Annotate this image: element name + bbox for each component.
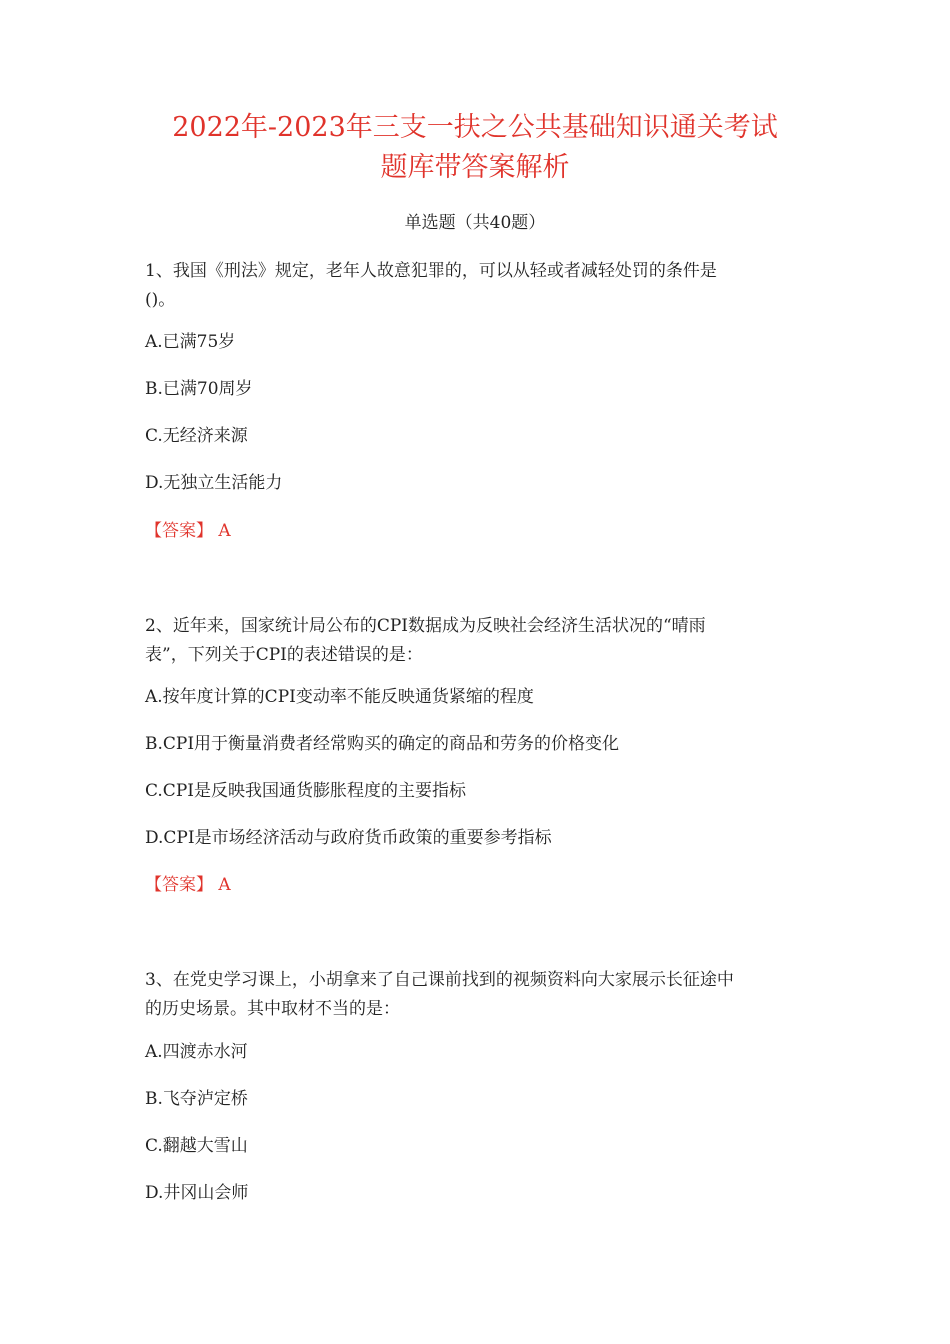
answer-value: A: [218, 521, 231, 541]
title-line-1: 2022年-2023年三支一扶之公共基础知识通关考试: [172, 112, 778, 143]
question-1-stem-line-2: ()。: [145, 290, 176, 310]
question-1-option-d: D.无独立生活能力: [145, 473, 283, 493]
question-2-option-d: D.CPI是市场经济活动与政府货币政策的重要参考指标: [145, 828, 552, 848]
question-2-answer: [145, 871, 825, 900]
question-3-option-c: C.翻越大雪山: [145, 1136, 248, 1156]
answer-label: 【答案】: [145, 875, 213, 895]
question-3-stem-line-1: 3、在党史学习课上，小胡拿来了自己课前找到的视频资料向大家展示长征途中: [145, 970, 734, 990]
answer-label: 【答案】: [145, 521, 213, 541]
question-1-option-a: A.已满75岁: [145, 332, 236, 352]
question-1-option-c: C.无经济来源: [145, 426, 248, 446]
question-3-option-d: D.井冈山会师: [145, 1183, 249, 1203]
document-title: [100, 108, 850, 188]
question-2-stem-line-2: 表”，下列关于CPI的表述错误的是：: [145, 645, 423, 665]
title-line-2: 题库带答案解析: [380, 152, 570, 183]
question-1-option-b: B.已满70周岁: [145, 379, 253, 399]
question-2-option-b: B.CPI用于衡量消费者经常购买的确定的商品和劳务的价格变化: [145, 734, 620, 754]
answer-value: A: [218, 875, 231, 895]
section-heading: 单选题（共40题）: [404, 213, 546, 233]
question-2-option-c: C.CPI是反映我国通货膨胀程度的主要指标: [145, 781, 466, 801]
question-2-stem-line-1: 2、近年来，国家统计局公布的CPI数据成为反映社会经济生活状况的“晴雨: [145, 616, 706, 636]
question-1-stem-line-1: 1、我国《刑法》规定，老年人故意犯罪的，可以从轻或者减轻处罚的条件是: [145, 261, 717, 281]
question-3-stem-line-2: 的历史场景。其中取材不当的是：: [145, 999, 400, 1019]
question-3-option-b: B.飞夺泸定桥: [145, 1089, 248, 1109]
question-3-option-a: A.四渡赤水河: [145, 1042, 248, 1062]
question-1-answer: [145, 517, 825, 546]
question-2-option-a: A.按年度计算的CPI变动率不能反映通货紧缩的程度: [145, 687, 534, 707]
